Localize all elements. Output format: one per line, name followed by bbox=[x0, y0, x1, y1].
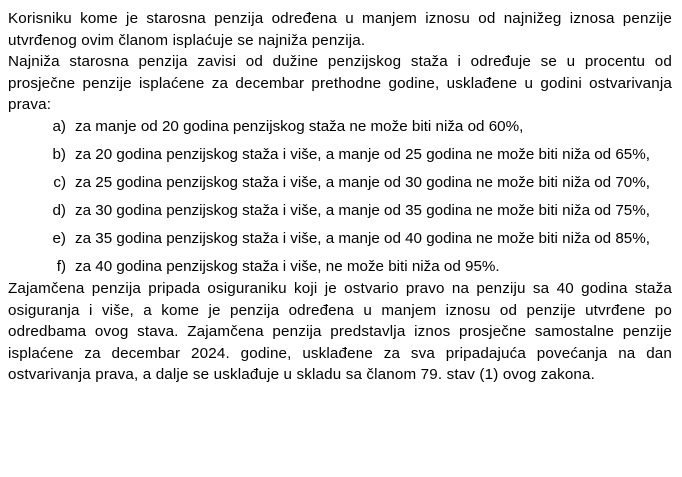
list-item-text: za 35 godina penzijskog staža i više, a manje od 40 godina ne može biti niža od 85%, bbox=[75, 229, 650, 247]
list-item-text: za 40 godina penzijskog staža i više, ne može biti niža od 95%. bbox=[75, 257, 500, 275]
list-item-marker: a) bbox=[52, 117, 66, 135]
list-item-marker: f) bbox=[56, 257, 66, 275]
list-item-text: za 25 godina penzijskog staža i više, a manje od 30 godina ne može biti niža od 70%, bbox=[75, 173, 650, 191]
paragraph-najniza-penzija-isplata: Korisniku kome je starosna penzija određena u manjem iznosu od najnižeg iznosa penzije utvrđenog ovim članom isplaćuje se najniža penzija. bbox=[8, 10, 672, 49]
list-item-marker: e) bbox=[52, 229, 66, 247]
list-item bbox=[8, 144, 672, 166]
list-item-text: za manje od 20 godina penzijskog staža ne može biti niža od 60%, bbox=[75, 117, 524, 135]
paragraph-najniza-starosna-penzija: Najniža starosna penzija zavisi od dužine penzijskog staža i određuje se u procentu od prosječne penzije isplaćene za decembar prethodne godine, usklađene u godini ostvarivanja prava: bbox=[8, 53, 672, 113]
list-item-text: za 20 godina penzijskog staža i više, a manje od 25 godina ne može biti niža od 65%, bbox=[75, 145, 650, 163]
list-item-marker: c) bbox=[53, 173, 66, 191]
lettered-list bbox=[8, 116, 672, 278]
list-item-marker: b) bbox=[52, 145, 66, 163]
list-item bbox=[8, 256, 672, 278]
list-item bbox=[8, 200, 672, 222]
paragraph-zajamcena-penzija: Zajamčena penzija pripada osiguraniku koji je ostvario pravo na penziju sa 40 godina staža osiguranja i više, a kome je penzija određena u manjem iznosu od penzije utvrđene po odredbama ovog stava. Zajamčena penzija predstavlja iznos prosječne samostalne penzije isplaćene za decembar 2024. godine, usklađene za sva pripadajuća povećanja na dan ostvarivanja prava, a dalje se usklađuje u skladu sa članom 79. stav (1) ovog zakona. bbox=[8, 280, 672, 383]
list-item-text: za 30 godina penzijskog staža i više, a manje od 35 godina ne može biti niža od 75%, bbox=[75, 201, 650, 219]
list-item bbox=[8, 172, 672, 194]
list-item bbox=[8, 116, 672, 138]
list-item-marker: d) bbox=[52, 201, 66, 219]
list-item bbox=[8, 228, 672, 250]
